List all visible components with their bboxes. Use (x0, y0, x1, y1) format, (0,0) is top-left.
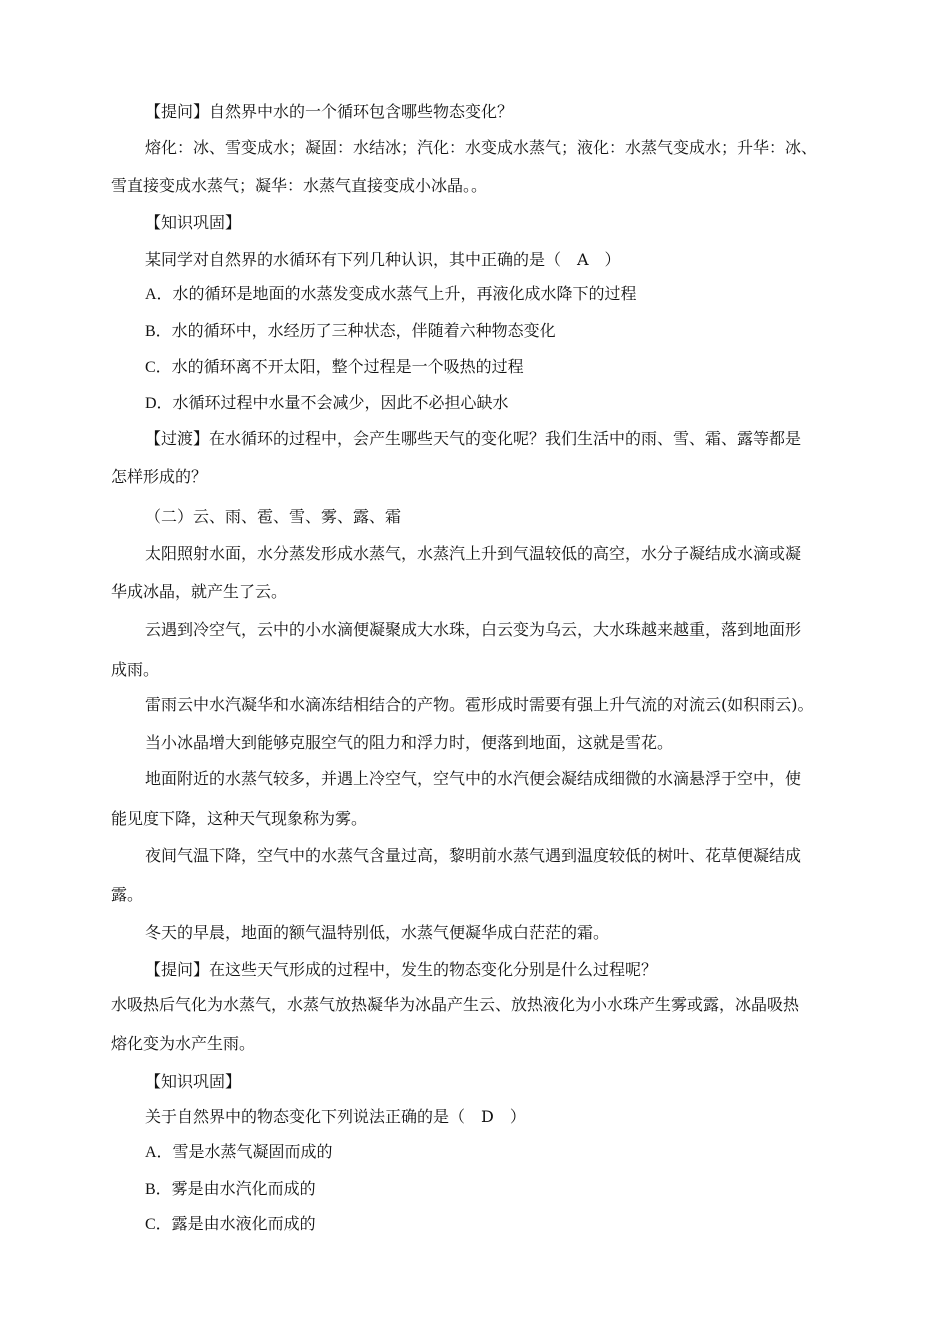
cloud-paragraph-cont: 华成冰晶，就产生了云。 (111, 582, 288, 601)
section-label-consolidation-2: 【知识巩固】 (145, 1072, 242, 1091)
frost-paragraph: 冬天的早晨，地面的额气温特别低，水蒸气便凝华成白茫茫的霜。 (145, 923, 610, 942)
answer-paragraph: 熔化：冰、雪变成水；凝固：水结冰；汽化：水变成水蒸气；液化：水蒸气变成水；升华：冰、 (145, 138, 818, 157)
quiz2-option-a: A．雪是水蒸气凝固而成的 (145, 1144, 333, 1161)
answer-paragraph-2-cont: 熔化变为水产生雨。 (111, 1034, 256, 1053)
quiz-question-2: 关于自然界中的物态变化下列说法正确的是（ D ） (145, 1107, 526, 1126)
quiz-option-b: B．水的循环中，水经历了三种状态，伴随着六种物态变化 (145, 323, 556, 340)
transition-paragraph: 【过渡】在水循环的过程中，会产生哪些天气的变化呢？我们生活中的雨、雪、霜、露等都是 (145, 429, 802, 448)
quiz2-option-c: C．露是由水液化而成的 (145, 1216, 316, 1233)
snow-paragraph: 当小冰晶增大到能够克服空气的阻力和浮力时，便落到地面，这就是雪花。 (145, 733, 674, 752)
quiz-option-c: C．水的循环离不开太阳，整个过程是一个吸热的过程 (145, 359, 524, 376)
quiz-option-d: D．水循环过程中水量不会减少，因此不必担心缺水 (145, 395, 509, 412)
cloud-paragraph: 太阳照射水面，水分蒸发形成水蒸气，水蒸汽上升到气温较低的高空，水分子凝结成水滴或凝 (145, 544, 802, 563)
rain-paragraph-cont: 成雨。 (111, 660, 160, 679)
fog-paragraph-cont: 能见度下降，这种天气现象称为雾。 (111, 809, 368, 828)
question-heading: 【提问】自然界中水的一个循环包含哪些物态变化？ (145, 102, 514, 121)
rain-paragraph: 云遇到冷空气，云中的小水滴便凝聚成大水珠，白云变为乌云，大水珠越来越重，落到地面形 (145, 620, 802, 639)
dew-paragraph: 夜间气温下降，空气中的水蒸气含量过高，黎明前水蒸气遇到温度较低的树叶、花草便凝结成 (145, 846, 802, 865)
section-label-consolidation: 【知识巩固】 (145, 213, 242, 232)
transition-paragraph-cont: 怎样形成的？ (111, 467, 208, 486)
answer-paragraph-cont: 雪直接变成水蒸气；凝华：水蒸气直接变成小冰晶。。 (111, 176, 488, 195)
quiz2-option-b: B．雾是由水汽化而成的 (145, 1181, 316, 1198)
answer-paragraph-2: 水吸热后气化为水蒸气，水蒸气放热凝华为冰晶产生云、放热液化为小水珠产生雾或露，冰晶吸热 (111, 995, 800, 1014)
question-heading-2: 【提问】在这些天气形成的过程中，发生的物态变化分别是什么过程呢？ (145, 960, 658, 979)
quiz-option-a: A．水的循环是地面的水蒸发变成水蒸气上升，再液化成水降下的过程 (145, 286, 637, 303)
fog-paragraph: 地面附近的水蒸气较多，并遇上冷空气，空气中的水汽便会凝结成细微的水滴悬浮于空中，使 (145, 769, 802, 788)
hail-paragraph: 雷雨云中水汽凝华和水滴冻结相结合的产物。雹形成时需要有强上升气流的对流云(如积雨云)。 (145, 695, 814, 714)
quiz-question: 某同学对自然界的水循环有下列几种认识，其中正确的是（ A ） (145, 250, 621, 269)
section-heading-weather: （二）云、雨、雹、雪、雾、露、霜 (145, 507, 402, 526)
dew-paragraph-cont: 露。 (111, 885, 144, 904)
